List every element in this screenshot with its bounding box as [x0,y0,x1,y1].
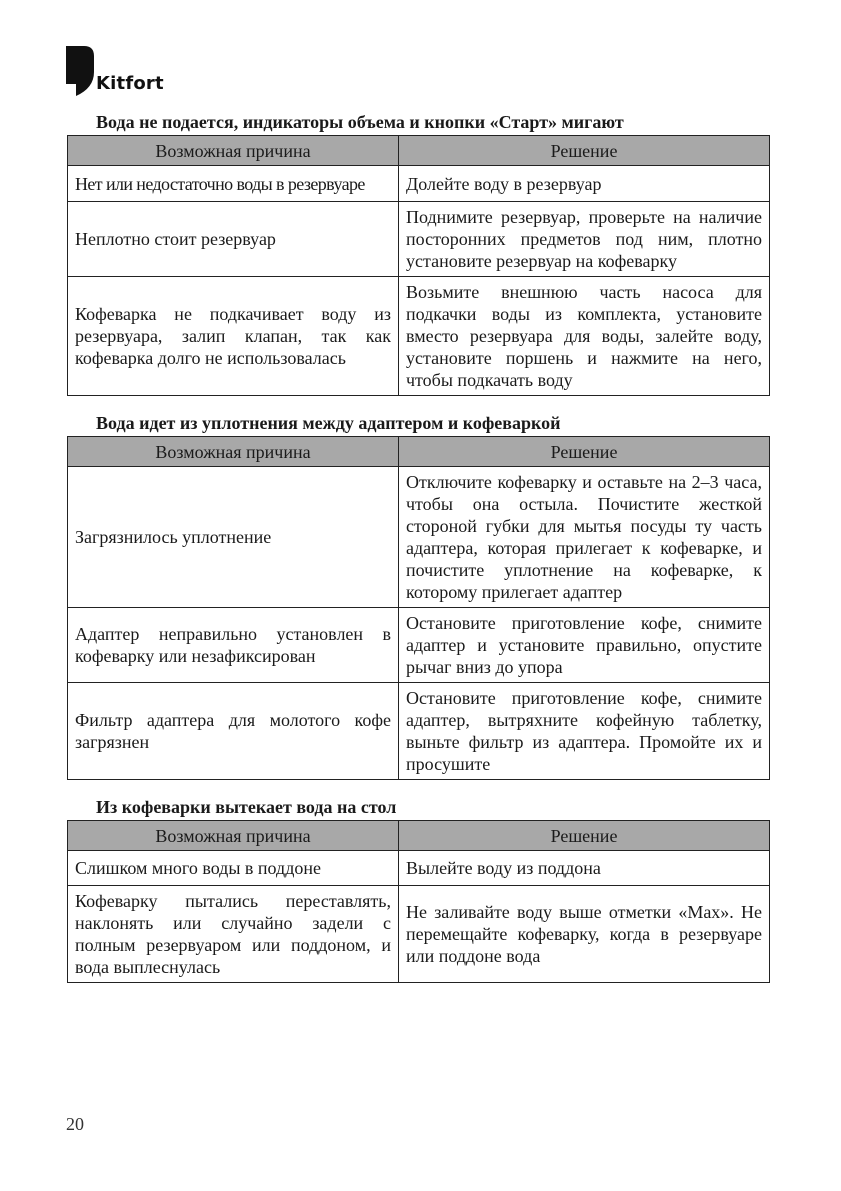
column-header-cause: Возможная причина [68,821,399,851]
troubleshooting-table [67,820,770,983]
brand-logo [66,46,164,96]
solution-cell: Остановите приготовление кофе, снимите адаптер и установите правильно, опустите рычаг вниз до упора [399,608,770,683]
table-row [68,202,770,277]
table-row [68,166,770,202]
page-number: 20 [66,1114,84,1134]
solution-cell: Долейте воду в резервуар [399,166,770,202]
kitfort-logo-icon [66,46,94,96]
table-row [68,683,770,780]
solution-cell: Остановите приготовление кофе, снимите адаптер, вытряхните кофейную таблетку, выньте фильтр из адаптера. Промойте их и просушите [399,683,770,780]
table-row [68,277,770,396]
table-row [68,608,770,683]
cause-cell: Адаптер неправильно установлен в кофеварку или незафиксирован [68,608,399,683]
section-title: Из кофеварки вытекает вода на стол [96,797,397,817]
cause-cell: Неплотно стоит резервуар [68,202,399,277]
cause-cell: Слишком много воды в поддоне [68,851,399,886]
troubleshooting-table [67,135,770,396]
column-header-cause: Возможная причина [68,437,399,467]
troubleshooting-table [67,436,770,780]
cause-cell: Кофеварку пытались переставлять, наклонять или случайно задели с полным резервуаром или поддоном, и вода выплеснулась [68,886,399,983]
cause-cell: Кофеварка не подкачивает воду из резервуара, залип клапан, так как кофеварка долго не использовалась [68,277,399,396]
table-row [68,851,770,886]
table-row [68,886,770,983]
column-header-cause: Возможная причина [68,136,399,166]
column-header-solution: Решение [399,821,770,851]
table-row [68,467,770,608]
table-header-row [68,821,770,851]
table-header-row [68,136,770,166]
cause-cell: Загрязнилось уплотнение [68,467,399,608]
solution-cell: Не заливайте воду выше отметки «Max». Не перемещайте кофеварку, когда в резервуаре или поддоне вода [399,886,770,983]
solution-cell: Отключите кофеварку и оставьте на 2–3 часа, чтобы она остыла. Почистите жесткой стороной губки для мытья посуды ту часть адаптера, которая прилегает к кофеварке, и почистите уплотнение на кофеварке, к которому прилегает адаптер [399,467,770,608]
section-title: Вода не подается, индикаторы объема и кнопки «Старт» мигают [96,112,624,132]
table-header-row [68,437,770,467]
solution-cell: Поднимите резервуар, проверьте на наличие посторонних предметов под ним, плотно установите резервуар на кофеварку [399,202,770,277]
cause-cell: Нет или недостаточно воды в резервуаре [68,166,399,202]
column-header-solution: Решение [399,437,770,467]
brand-name: Kitfort [96,73,164,94]
column-header-solution: Решение [399,136,770,166]
solution-cell: Возьмите внешнюю часть насоса для подкачки воды из комплекта, установите вместо резервуара для воды, залейте воду, установите поршень и нажмите на него, чтобы подкачать воду [399,277,770,396]
section-title: Вода идет из уплотнения между адаптером и кофеваркой [96,413,561,433]
cause-cell: Фильтр адаптера для молотого кофе загрязнен [68,683,399,780]
solution-cell: Вылейте воду из поддона [399,851,770,886]
